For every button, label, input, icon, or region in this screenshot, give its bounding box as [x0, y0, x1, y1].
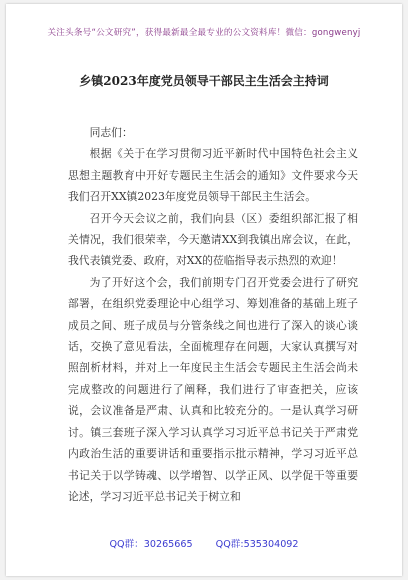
footer [6, 536, 402, 550]
footer-qq-group-2: QQ群:535304092 [215, 539, 299, 550]
document-title: 乡镇2023年度党员领导干部民主生活会主持词 [79, 74, 329, 88]
header-banner: 关注头条号“公文研究”，获得最新最全最专业的公文资料库！微信：gongwenyj [47, 28, 361, 38]
paragraph-1: 根据《关于在学习贯彻习近平新时代中国特色社会主义思想主题教育中开好专题民主生活会的通知》文件要求今天我们召开XX镇2023年度党员领导干部民主生活会。 [68, 147, 358, 204]
document-page [6, 4, 402, 576]
footer-qq-group-1: QQ群：30265665 [109, 539, 193, 550]
document-body [68, 122, 358, 507]
paragraph-3: 为了开好这个会，我们前期专门召开党委会进行了研究部署，在组织党委理论中心组学习、筹划准备的基础上班子成员之间、班子成员与分管条线之间也进行了深入的谈心谈话，交换了意见看法，全面梳理存在问题，大家认真撰写对照剖析材料，并对上一年度民主生活会专题民主生活会尚未完成整改的问题进行了阐释，我们进行了审查把关，应该说，会议准备是严肃、认真和比较充分的。一是认真学习研讨。镇三套班子深入学习认真学习习近平总书记关于严肃党内政治生活的重要讲话和重要指示批示精神，学习习近平总书记关于以学铸魂、以学增智、以学正风、以学促干等重要论述，学习习近平总书记关于树立和 [68, 275, 358, 503]
salutation: 同志们： [89, 126, 133, 139]
paragraph-2: 召开今天会议之前，我们向县（区）委组织部汇报了相关情况，我们很荣幸，今天邀请XX到我镇出席会议，在此，我代表镇党委、政府，对XX的莅临指导表示热烈的欢迎！ [68, 211, 358, 268]
